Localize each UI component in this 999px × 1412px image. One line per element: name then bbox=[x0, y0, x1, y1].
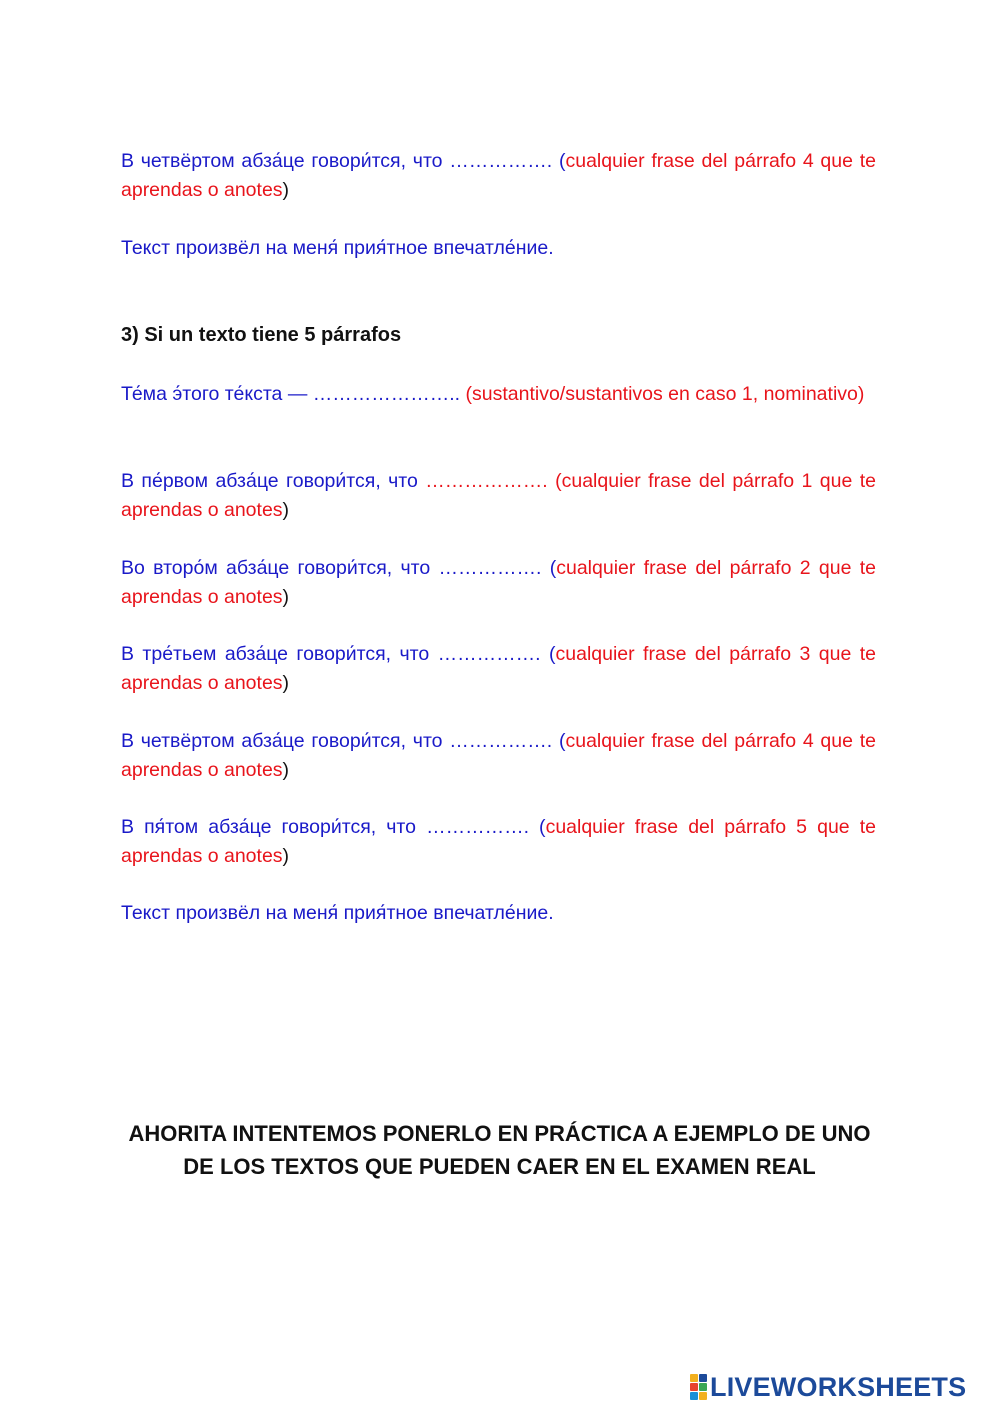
paragraph-third bbox=[121, 640, 876, 698]
closing-paren: ) bbox=[282, 499, 290, 521]
russian-phrase: В пя́том абза́це говори́тся, что ……………. ( bbox=[121, 816, 546, 838]
logo-text: LIVEWORKSHEETS bbox=[710, 1371, 967, 1402]
closing-paren: ) bbox=[282, 586, 290, 608]
russian-phrase: В четвёртом абза́це говори́тся, что ……………. ( bbox=[121, 150, 566, 172]
russian-phrase: В четвёртом абза́це говори́тся, что ……………. ( bbox=[121, 730, 566, 752]
paragraph-theme bbox=[121, 380, 876, 409]
paragraph-impression bbox=[121, 234, 876, 263]
practice-note: AHORITA INTENTEMOS PONERLO EN PRÁCTICA A EJEMPLO DE UNO DE LOS TEXTOS QUE PUEDEN CAER EN EL EXAMEN REAL bbox=[128, 1121, 871, 1179]
instruction-note: cualquier frase del párrafo 3 que te aprendas o anotes bbox=[121, 643, 876, 694]
closing-paren: ) bbox=[282, 179, 290, 201]
russian-phrase: Во второ́м абза́це говори́тся, что ……………. ( bbox=[121, 557, 557, 579]
instruction-note: cualquier frase del párrafo 4 que te aprendas o anotes bbox=[121, 150, 876, 201]
russian-phrase: В пе́рвом абза́це говори́тся, что bbox=[121, 470, 426, 492]
paragraph-fourth bbox=[121, 147, 876, 205]
instruction-note: cualquier frase del párrafo 4 que te aprendas o anotes bbox=[121, 730, 876, 781]
paragraph-first bbox=[121, 467, 876, 525]
russian-phrase: Текст произвёл на меня́ прия́тное впечатле́ние. bbox=[121, 902, 554, 924]
paragraph-impression-2 bbox=[121, 899, 876, 928]
instruction-note: (sustantivo/sustantivos en caso 1, nominativo) bbox=[465, 383, 865, 405]
instruction-note: ………………. (cualquier frase del párrafo 1 que te aprendas o anotes bbox=[121, 470, 876, 521]
closing-paren: ) bbox=[282, 672, 290, 694]
closing-paren: ) bbox=[282, 845, 290, 867]
paragraph-fourth-2 bbox=[121, 727, 876, 785]
closing-paren: ) bbox=[282, 759, 290, 781]
paragraph-fifth bbox=[121, 813, 876, 871]
russian-phrase: Те́ма э́того те́кста — ………………….. bbox=[121, 383, 466, 405]
paragraph-second bbox=[121, 554, 876, 612]
section-heading: 3) Si un texto tiene 5 párrafos bbox=[121, 324, 402, 346]
russian-phrase: Текст произвёл на меня́ прия́тное впечатле́ние. bbox=[121, 237, 554, 259]
instruction-note: cualquier frase del párrafo 2 que te aprendas o anotes bbox=[121, 557, 876, 608]
russian-phrase: В тре́тьем абза́це говори́тся, что ……………. ( bbox=[121, 643, 556, 665]
liveworksheets-logo[interactable] bbox=[690, 1372, 966, 1402]
liveworksheets-logo-icon bbox=[690, 1374, 707, 1400]
instruction-note: cualquier frase del párrafo 5 que te aprendas o anotes bbox=[121, 816, 876, 867]
